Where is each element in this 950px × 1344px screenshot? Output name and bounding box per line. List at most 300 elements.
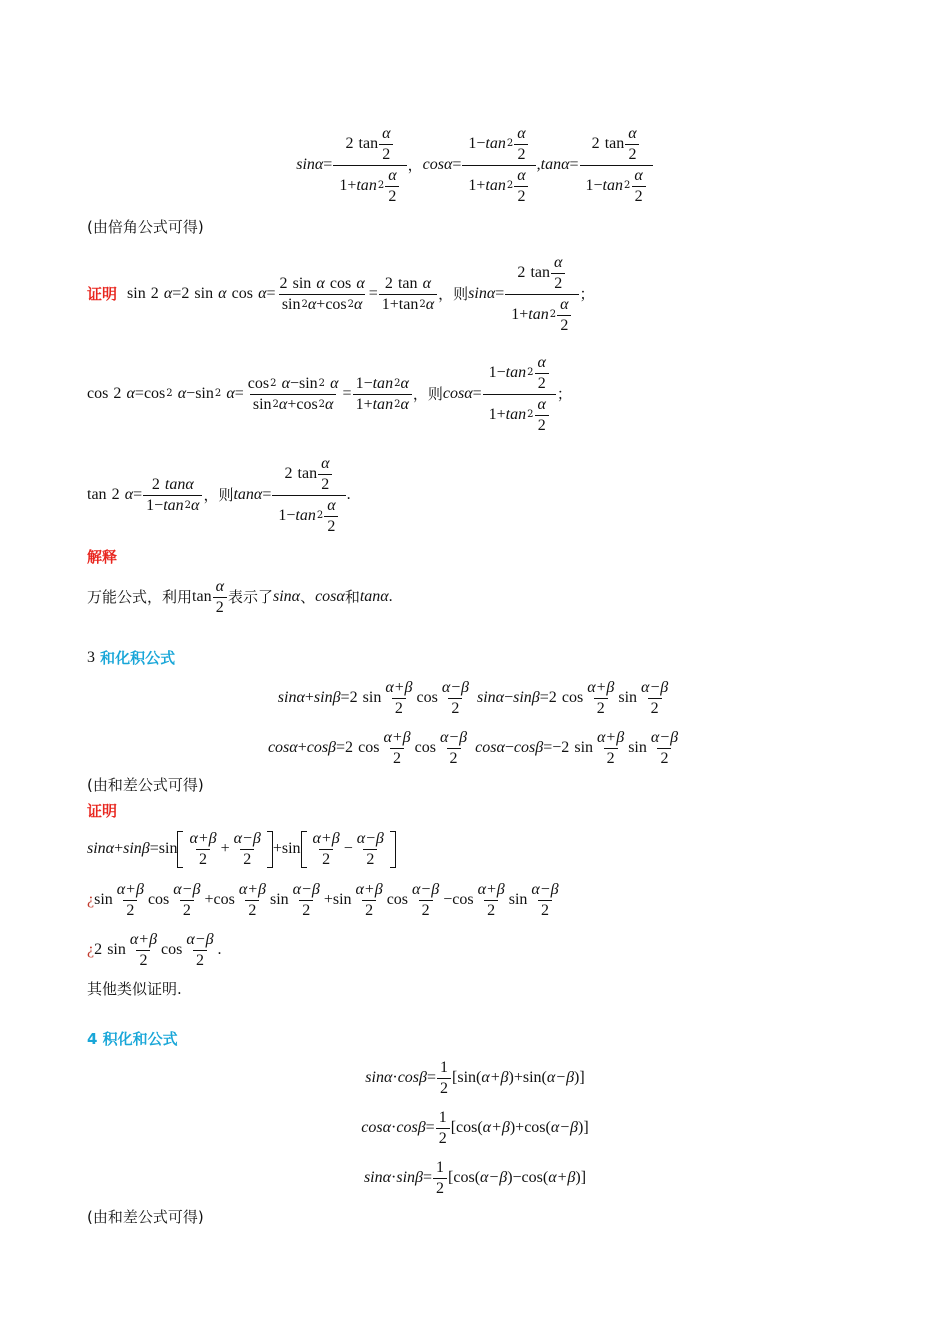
two: 2 (319, 849, 333, 868)
one: 1 (440, 1058, 449, 1076)
two: 2 (557, 315, 571, 334)
fraction (353, 882, 386, 919)
cos: cos (87, 385, 109, 402)
two: 2 (437, 1078, 451, 1097)
two: 2 (181, 285, 190, 302)
tan-italic: ta (163, 496, 176, 514)
tan-italic: ta (295, 507, 308, 524)
two: 2 (213, 597, 227, 616)
semicolon: ； (579, 284, 595, 303)
sin: sin (292, 274, 312, 292)
two: 2 (448, 698, 462, 717)
n-italic: n (497, 177, 506, 194)
note-sum-diff: (由和差公式可得) (87, 776, 204, 794)
minus: − (289, 374, 299, 392)
plus: + (297, 739, 307, 756)
half-alpha (631, 168, 645, 205)
alpha: α (517, 166, 526, 184)
fraction (354, 831, 387, 868)
bracket-group (301, 831, 396, 868)
cos-beta: cosβ (306, 739, 337, 756)
alpha-minus-beta: α−β (186, 930, 214, 948)
sin: sin (127, 285, 146, 302)
two: 2 (657, 748, 671, 767)
fraction (183, 932, 216, 969)
dot: · (392, 1069, 398, 1086)
one: 1 (355, 395, 364, 413)
explain-label: 解释 (87, 548, 118, 566)
half-alpha (385, 168, 399, 205)
two: 2 (484, 900, 498, 919)
fraction (170, 882, 203, 919)
plus: + (272, 840, 282, 857)
alpha: α (191, 496, 200, 514)
sup-two: 2 (527, 409, 534, 420)
equals: = (149, 840, 159, 857)
alpha-plus-beta: α+β (383, 728, 411, 746)
two: 2 (433, 1178, 447, 1197)
fraction (580, 126, 653, 205)
equals: = (452, 156, 462, 173)
sin: sin (618, 689, 638, 706)
alpha: α (281, 374, 290, 392)
one: 1 (438, 1108, 447, 1126)
fraction (437, 730, 470, 767)
sin: sin (362, 689, 382, 706)
minus: − (343, 840, 353, 857)
sin: sin (269, 891, 289, 908)
fraction (277, 276, 368, 313)
one: 1 (585, 177, 594, 194)
proof-sum-line2 (0, 878, 950, 922)
minus: − (286, 507, 296, 524)
alpha: α (560, 295, 569, 313)
alpha-plus-beta: α+β (129, 930, 158, 948)
bracket: [ (448, 1169, 454, 1186)
minus: − (552, 739, 562, 756)
sup-two: 2 (301, 298, 308, 310)
plus: + (114, 840, 124, 857)
paren: ( (477, 1119, 483, 1136)
alpha: α (218, 285, 227, 302)
two: 2 (136, 950, 150, 969)
n-italic: n (540, 306, 549, 323)
tan: tan (192, 588, 212, 605)
equals: = (426, 1069, 437, 1086)
tan-italic: ta (485, 135, 498, 152)
alpha: α (124, 486, 134, 503)
half-alpha (213, 579, 227, 616)
one: 1 (146, 496, 155, 514)
fraction (353, 376, 412, 413)
two: 2 (551, 273, 565, 292)
alpha-minus-beta: α−β (356, 829, 384, 847)
formula-sum-to-product-sin (0, 676, 950, 720)
two: 2 (535, 373, 549, 392)
plus: + (363, 395, 373, 413)
tan-alpha: tanα (359, 588, 389, 605)
fraction (382, 680, 415, 717)
half-alpha (551, 255, 565, 292)
alpha: α (354, 295, 363, 313)
one: 1 (488, 406, 497, 423)
fraction (594, 730, 627, 767)
n-italic: n (518, 406, 527, 423)
equals: = (340, 689, 350, 706)
explain-text (0, 575, 950, 619)
two: 2 (284, 465, 293, 482)
alpha-plus-beta: α+β (385, 678, 413, 696)
proof-sin (0, 250, 950, 338)
alpha-minus-beta: α−β (641, 678, 669, 696)
tan: tan (530, 264, 550, 281)
fraction (143, 477, 202, 514)
two: 2 (392, 698, 406, 717)
equals: = (342, 385, 352, 402)
alpha-minus-beta: α−β (550, 1119, 579, 1136)
alpha: α (356, 274, 365, 292)
paren: ) (507, 1169, 513, 1186)
comma: ， (412, 384, 428, 403)
alpha: α (307, 295, 317, 313)
n-italic: n (518, 364, 527, 381)
sin: sin (194, 285, 214, 302)
cos: cos (453, 1169, 475, 1186)
alpha-minus-beta: α−β (439, 728, 468, 746)
sin: sin (457, 1069, 477, 1086)
two: 2 (385, 186, 399, 205)
proof-label: 证明 (87, 284, 118, 303)
cos: cos (521, 1169, 543, 1186)
minus: − (593, 177, 603, 194)
sin-beta: sinβ (396, 1169, 423, 1186)
sin: sin (332, 891, 352, 908)
paren: ) (508, 1069, 514, 1086)
sup-two: 2 (527, 367, 534, 378)
sup-two: 2 (419, 298, 426, 310)
fraction (475, 882, 508, 919)
fraction (648, 730, 681, 767)
minus: − (154, 496, 164, 514)
fraction (483, 355, 556, 434)
fraction (272, 456, 345, 535)
alpha: α (537, 353, 546, 371)
half-alpha (318, 456, 332, 493)
equals: = (336, 739, 346, 756)
two: 2 (390, 748, 404, 767)
n-italic: n (385, 395, 394, 413)
two: 2 (363, 849, 377, 868)
cos-alpha: cosα (315, 588, 345, 605)
fraction (245, 376, 342, 413)
n-italic: n (385, 374, 394, 392)
n-italic: n (175, 496, 184, 514)
plus: + (519, 306, 529, 323)
tan: tan (398, 295, 419, 313)
sin: sin (522, 1069, 542, 1086)
equals: = (262, 486, 272, 503)
two: 2 (591, 135, 600, 152)
explain-mid: 表示了 (227, 587, 273, 606)
fraction-half (436, 1110, 450, 1147)
fraction (439, 680, 472, 717)
cos-beta: cosβ (397, 1069, 427, 1086)
note-sum-diff: (由和差公式可得) (87, 1208, 204, 1226)
alpha-plus-beta: α+β (481, 1069, 509, 1086)
plus: + (389, 295, 399, 313)
sin: sin (299, 374, 318, 392)
section4-heading: 4 积化和公式 (87, 1030, 178, 1048)
cos: cos (561, 689, 584, 706)
paren: ) (575, 1169, 581, 1186)
alpha: α (537, 395, 546, 413)
plus: + (304, 689, 314, 706)
cos: cos (296, 395, 318, 413)
sin-beta: sinβ (513, 689, 540, 706)
alpha: α (215, 577, 224, 595)
sup-two: 2 (318, 377, 326, 389)
alpha: α (126, 385, 135, 402)
plus: + (513, 1069, 523, 1086)
then: 则 (427, 384, 443, 403)
two: 2 (648, 698, 662, 717)
cos: cos (147, 891, 170, 908)
bracket: ] (579, 1069, 585, 1086)
half-alpha (514, 168, 528, 205)
explain-pre: 万能公式，利用 (87, 587, 193, 606)
bracket: [ (450, 1119, 457, 1136)
minus: − (512, 1169, 522, 1186)
equals: = (133, 486, 143, 503)
two: 2 (123, 900, 137, 919)
cos-beta: cosβ (396, 1119, 426, 1136)
plus: + (220, 840, 230, 857)
cos-beta: cosβ (513, 739, 544, 756)
alpha-minus-beta: α−β (292, 880, 320, 898)
equals: = (134, 385, 144, 402)
section-number: 3 (87, 649, 95, 666)
then: 则 (453, 284, 469, 303)
comma: , (536, 156, 541, 173)
paren: ( (476, 1069, 482, 1086)
alpha: α (425, 295, 435, 313)
fraction (638, 680, 671, 717)
dot: · (391, 1169, 397, 1186)
fraction (310, 831, 343, 868)
fraction (333, 126, 406, 205)
sin-alpha: sinα (296, 156, 324, 173)
proof-cos (0, 350, 950, 438)
equals: = (543, 739, 553, 756)
sup-two: 2 (377, 180, 385, 191)
alpha: α (388, 166, 397, 184)
two: 2 (299, 900, 313, 919)
sup-two: 2 (166, 388, 173, 399)
plus: + (287, 395, 297, 413)
sup-two: 2 (506, 138, 514, 149)
tan-alpha: tanα (540, 156, 570, 173)
one: 1 (278, 507, 287, 524)
sin-alpha: sinα (277, 689, 305, 706)
alpha: α (330, 374, 339, 392)
proof-sum-line1 (0, 824, 950, 874)
two: 2 (625, 144, 639, 163)
formula-universal (0, 120, 950, 210)
tan-italic: ta (505, 364, 519, 381)
one: 1 (511, 306, 520, 323)
cos: cos (452, 891, 474, 908)
tan: tan (397, 274, 418, 292)
two: 2 (538, 900, 552, 919)
plus: + (316, 295, 326, 313)
sup-two: 2 (624, 180, 631, 191)
cos: cos (231, 285, 253, 302)
cos: cos (524, 1119, 546, 1136)
equals: = (423, 1169, 433, 1186)
paren: ) (574, 1069, 580, 1086)
alpha: α (517, 124, 526, 142)
sin: sin (508, 891, 528, 908)
plus: + (347, 177, 357, 194)
n-italic: n (307, 507, 316, 524)
half-alpha (535, 355, 549, 392)
formula-product-sin-sin (0, 1156, 950, 1200)
two: 2 (180, 900, 194, 919)
sep: 和 (344, 587, 360, 606)
two: 2 (379, 144, 393, 163)
alpha: α (316, 274, 325, 292)
cos-alpha: cosα (422, 156, 453, 173)
cos: cos (414, 739, 436, 756)
semicolon: ； (556, 384, 572, 403)
two: 2 (632, 186, 646, 205)
plus: + (476, 177, 486, 194)
comma: ， (438, 284, 454, 303)
alpha-plus-beta: α+β (477, 880, 505, 898)
two: 2 (151, 475, 160, 493)
sin-alpha: sinα (272, 588, 301, 605)
two: 2 (514, 186, 528, 205)
n-italic: n (497, 135, 506, 152)
fraction (380, 730, 413, 767)
two: 2 (150, 285, 159, 302)
alpha-minus-beta: α−β (412, 880, 440, 898)
fraction (505, 255, 578, 334)
equals: = (234, 385, 244, 402)
paren: ( (542, 1169, 549, 1186)
tan-italic: ta (372, 395, 386, 413)
sin-alpha: sinα (468, 285, 496, 302)
paren: ( (541, 1069, 547, 1086)
one: 1 (381, 295, 390, 313)
tan: tan (87, 486, 107, 503)
minus: − (496, 364, 506, 381)
sin-alpha: sinα (363, 1169, 392, 1186)
sin: sin (628, 739, 647, 756)
sup-two: 2 (184, 499, 192, 511)
paren: ( (474, 1169, 481, 1186)
alpha: α (422, 274, 431, 292)
alpha: α (554, 253, 563, 271)
cos: cos (416, 689, 438, 706)
two: 2 (196, 849, 210, 868)
alpha-minus-beta: α−β (441, 678, 469, 696)
proof-label: 证明 (87, 802, 118, 820)
two: 2 (561, 739, 570, 756)
fraction-half (437, 1060, 451, 1097)
two: 2 (240, 849, 254, 868)
minus: − (186, 385, 196, 402)
one: 1 (436, 1158, 445, 1176)
num-text: 2 (345, 135, 354, 152)
one: 1 (468, 177, 477, 194)
cos: cos (456, 1119, 478, 1136)
equals: = (569, 156, 579, 173)
sep: 、 (300, 587, 316, 606)
two: 2 (324, 516, 338, 535)
bracket: ] (583, 1119, 589, 1136)
fraction (114, 882, 147, 919)
two: 2 (345, 739, 354, 756)
fraction (186, 831, 219, 868)
tan-italic: ta (528, 306, 541, 323)
plus: + (515, 1119, 525, 1136)
period: . (388, 588, 393, 605)
sup-two: 2 (549, 309, 557, 320)
alpha-plus-beta: α+β (597, 728, 625, 746)
cos: cos (143, 385, 166, 402)
two: 2 (514, 144, 528, 163)
two: 2 (384, 274, 393, 292)
one: 1 (339, 177, 348, 194)
bracket-group (177, 831, 272, 868)
fraction (528, 882, 561, 919)
alpha: α (321, 454, 330, 472)
sin: sin (574, 739, 594, 756)
alpha-minus-beta: α−β (531, 880, 559, 898)
alpha: α (382, 124, 391, 142)
two: 2 (362, 900, 376, 919)
alpha: α (226, 385, 235, 402)
proof-tan (0, 450, 950, 540)
half-alpha (557, 297, 571, 334)
alpha-plus-beta: α+β (189, 829, 217, 847)
cos: cos (386, 891, 409, 908)
plus: + (204, 891, 214, 908)
cos-alpha: cosα (442, 385, 473, 402)
cos: cos (325, 295, 347, 313)
two: 2 (548, 689, 557, 706)
plus: + (496, 406, 506, 423)
formula-sum-to-product-cos (0, 726, 950, 770)
alpha: α (327, 496, 336, 514)
fraction (409, 882, 442, 919)
comma: ， (203, 485, 219, 504)
period: . (217, 941, 222, 958)
sup-two: 2 (394, 377, 401, 389)
dot: · (391, 1119, 397, 1136)
section3-heading (0, 650, 950, 666)
cos-alpha: cosα (267, 739, 298, 756)
sup-two: 2 (394, 398, 401, 410)
bracket: ] (580, 1169, 587, 1186)
sup-two: 2 (316, 510, 324, 521)
n-italic: n (368, 177, 377, 194)
minus: − (363, 374, 373, 392)
fraction (584, 680, 617, 717)
sin-beta: sinβ (123, 840, 150, 857)
plus: + (323, 891, 333, 908)
